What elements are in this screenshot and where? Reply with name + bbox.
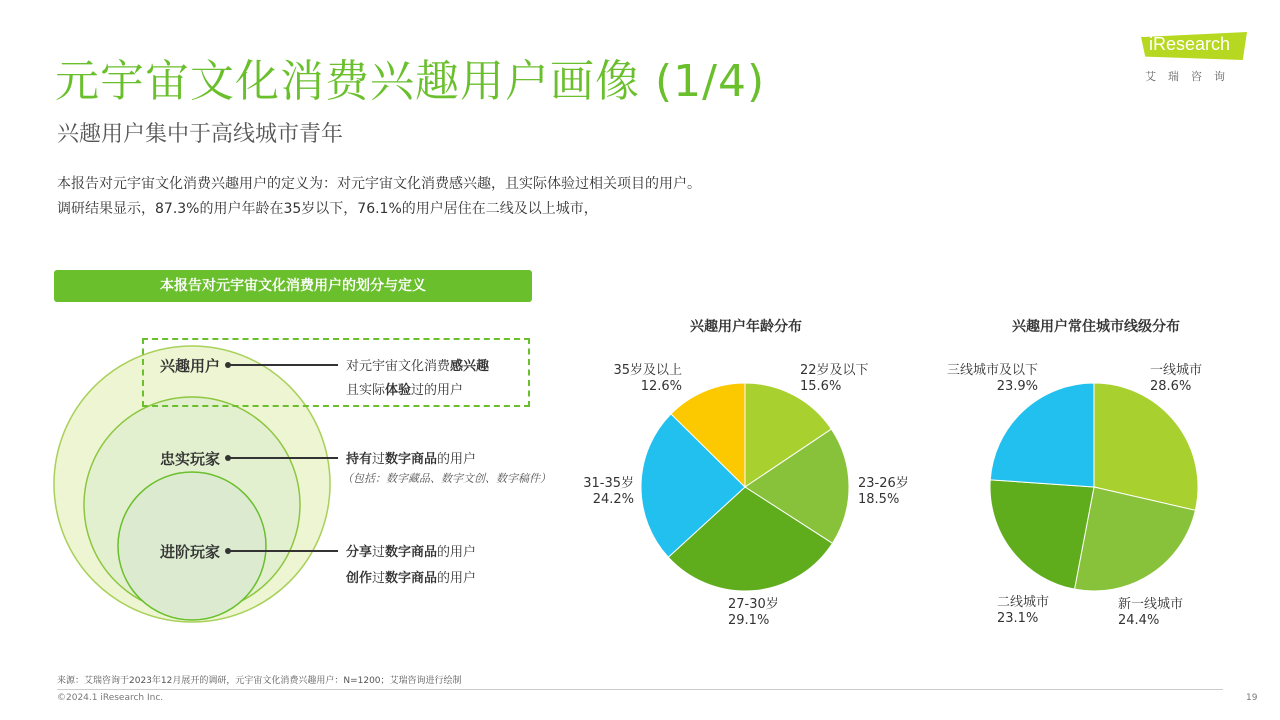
intro-line-1: 本报告对元宇宙文化消费兴趣用户的定义为：对元宇宙文化消费感兴趣，且实际体验过相关项目的用户。 [57,176,701,192]
copyright: ©2024.1 iResearch Inc. [57,693,164,703]
age-chart-title: 兴趣用户年龄分布 [690,319,802,335]
city-label-1: 新一线城市 24.4% [1118,597,1184,628]
city-pie-slice-3 [990,383,1094,487]
desc-interest-line2: 且实际体验过的用户 [346,383,464,398]
footer-divider [57,689,1223,690]
source-note: 来源：艾瑞咨询于2023年12月展开的调研，元宇宙文化消费兴趣用户：N=1200；艾瑞咨询进行绘制 [57,676,462,686]
city-label-3: 三线城市及以下 23.9% [946,363,1038,394]
desc-loyal-line1: 持有过数字商品的用户 [346,452,477,467]
age-label-2: 27-30岁 29.1% [728,597,779,628]
age-label-3: 31-35岁 24.2% [583,476,634,507]
desc-interest-line1: 对元宇宙文化消费感兴趣 [346,359,490,374]
page-title: 元宇宙文化消费兴趣用户画像 (1/4) [55,56,766,107]
age-label-1: 23-26岁 18.5% [858,476,909,507]
level-label-interest: 兴趣用户 [160,357,221,375]
desc-advanced-line1: 分享过数字商品的用户 [346,545,477,560]
desc-loyal-note: （包括：数字藏品、数字文创、数字稿件） [342,472,551,485]
age-label-0: 22岁及以下 15.6% [800,363,869,394]
city-label-2: 二线城市 23.1% [997,595,1050,626]
page-subtitle: 兴趣用户集中于高线城市青年 [57,122,344,147]
age-label-4: 35岁及以上 12.6% [613,363,682,394]
definition-banner: 本报告对元宇宙文化消费用户的划分与定义 [54,270,532,302]
level-label-advanced: 进阶玩家 [160,543,221,561]
level-label-loyal: 忠实玩家 [160,450,221,468]
city-label-0: 一线城市 28.6% [1150,363,1203,394]
desc-advanced-line2: 创作过数字商品的用户 [346,571,477,586]
intro-line-2: 调研结果显示，87.3%的用户年龄在35岁以下，76.1%的用户居住在二线及以上城市， [57,201,598,217]
page-number: 19 [1246,693,1258,703]
logo-sub-text: 艾瑞咨询 [1145,70,1237,83]
city-chart-title: 兴趣用户常住城市线级分布 [1012,319,1180,335]
logo-brand-text: iResearch [1149,34,1231,54]
city-pie-slices [990,383,1198,591]
